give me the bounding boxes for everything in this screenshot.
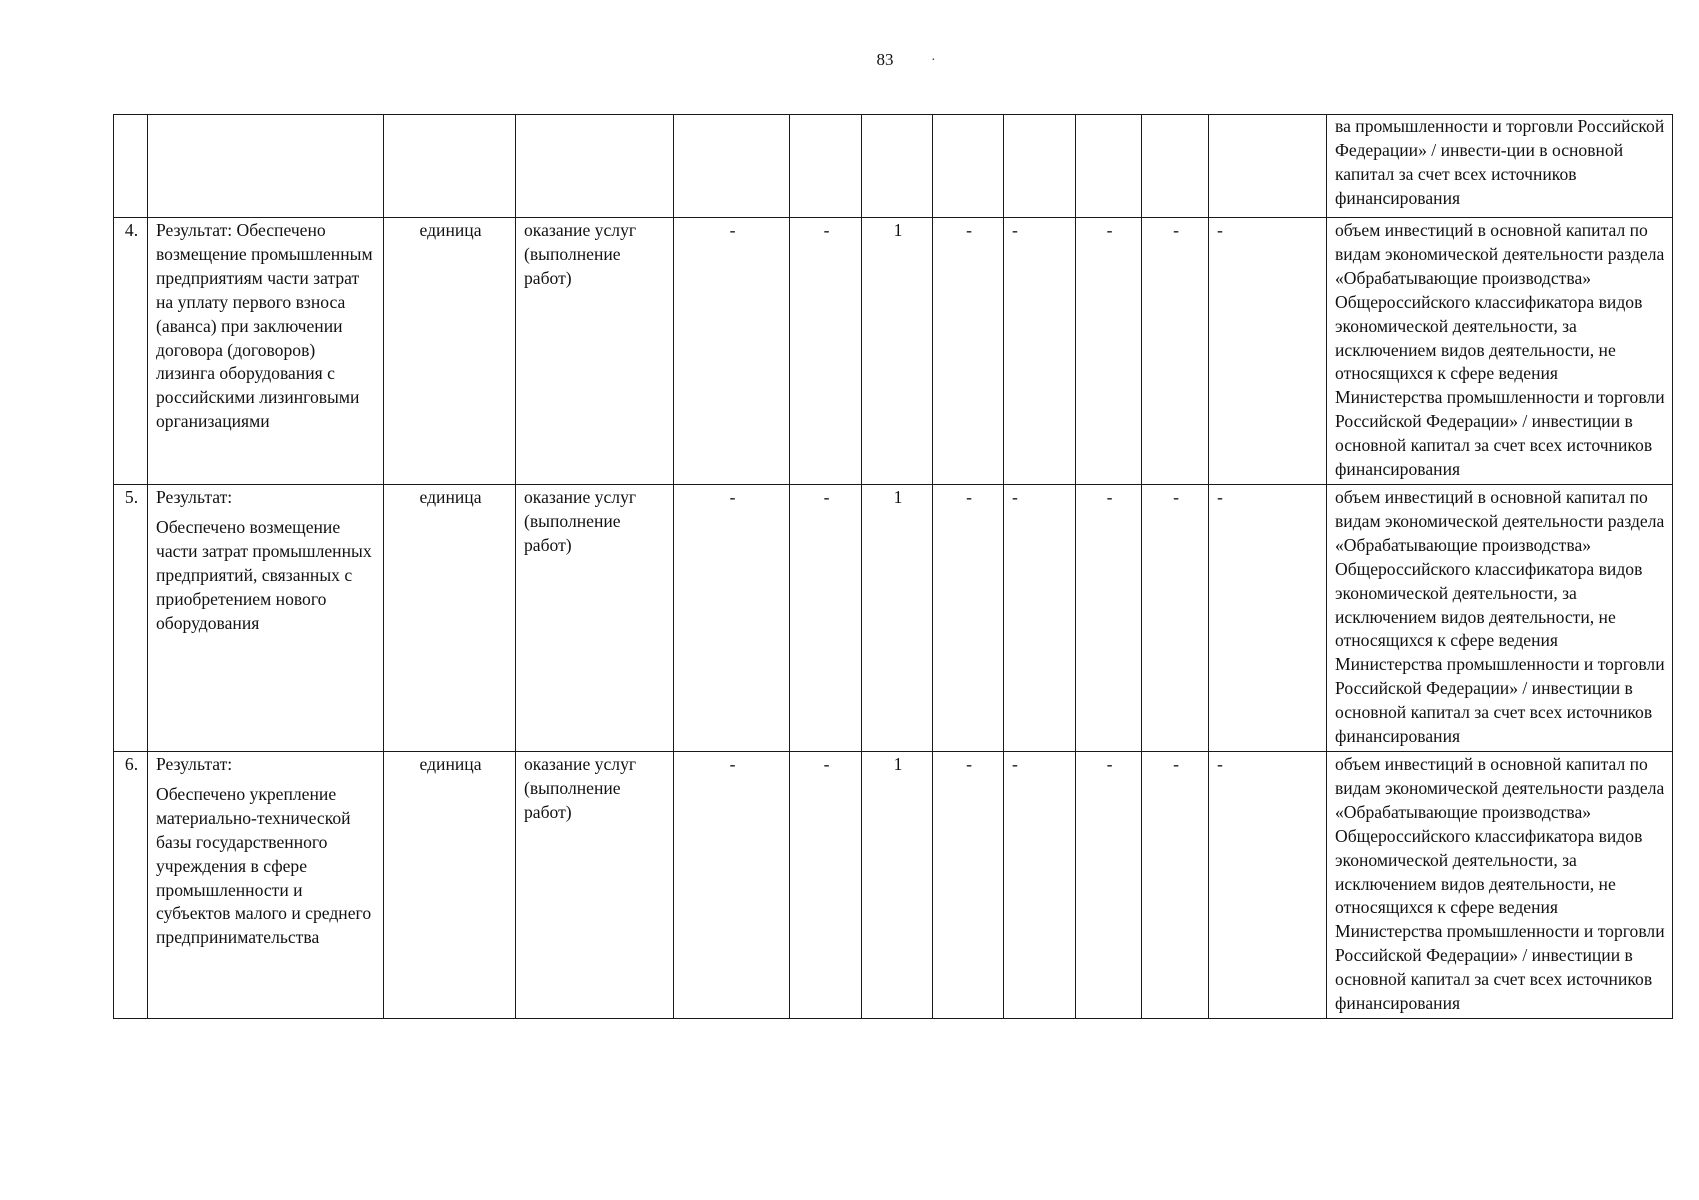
cell-value xyxy=(1076,115,1142,218)
table-row xyxy=(114,218,1673,485)
row-indicator: объем инвестиций в основной капитал по видам экономической деятельности раздела «Обрабатывающие производства» Общероссийского классификатора видов экономической деятельности, за исключением видов деятельности, не относящихся к сфере ведения Министерства промышленности и торговли Российской Федерации» / инвестиции в основной капитал за счет всех источников финансирования xyxy=(1327,485,1673,752)
results-table xyxy=(113,114,1673,1019)
row-indicator: объем инвестиций в основной капитал по видам экономической деятельности раздела «Обрабатывающие производства» Общероссийского классификатора видов экономической деятельности, за исключением видов деятельности, не относящихся к сфере ведения Министерства промышленности и торговли Российской Федерации» / инвестиции в основной капитал за счет всех источников финансирования xyxy=(1327,218,1673,485)
row-index: 4. xyxy=(114,218,148,485)
result-text: Результат: Обеспечено возмещение промышленным предприятиям части затрат на уплату первого взноса (аванса) при заключении договора (договоров) лизинга оборудования с российскими лизинговыми организациями xyxy=(156,220,373,432)
row-indicator: объем инвестиций в основной капитал по видам экономической деятельности раздела «Обрабатывающие производства» Общероссийского классификатора видов экономической деятельности, за исключением видов деятельности, не относящихся к сфере ведения Министерства промышленности и торговли Российской Федерации» / инвестиции в основной капитал за счет всех источников финансирования xyxy=(1327,752,1673,1019)
row-value-7: - xyxy=(1142,485,1209,752)
row-value-8: - xyxy=(1209,485,1327,752)
cell-value xyxy=(674,115,790,218)
result-text: Обеспечено укрепление материально-технической базы государственного учреждения в сфере промышленности и субъектов малого и среднего предпринимательства xyxy=(156,783,372,948)
row-result xyxy=(148,752,384,1019)
row-result xyxy=(148,218,384,485)
row-index: 6. xyxy=(114,752,148,1019)
row-value-6: - xyxy=(1076,752,1142,1019)
row-result xyxy=(148,485,384,752)
row-value-8: - xyxy=(1209,218,1327,485)
row-value-1: - xyxy=(674,218,790,485)
row-value-8: - xyxy=(1209,752,1327,1019)
cell-value xyxy=(1142,115,1209,218)
row-value-1: - xyxy=(674,485,790,752)
row-value-4: - xyxy=(933,752,1004,1019)
row-unit: единица xyxy=(384,752,516,1019)
result-label: Результат: xyxy=(156,754,233,774)
cell-value xyxy=(790,115,862,218)
cell-value xyxy=(1004,115,1076,218)
row-value-4: - xyxy=(933,218,1004,485)
row-value-1: - xyxy=(674,752,790,1019)
table-row xyxy=(114,485,1673,752)
cell-unit xyxy=(384,115,516,218)
cell-value xyxy=(1209,115,1327,218)
cell-indicator: ва промышленности и торговли Российской Федерации» / инвести-ции в основной капитал за счет всех источников финансирования xyxy=(1327,115,1673,218)
row-unit: единица xyxy=(384,485,516,752)
cell-value xyxy=(862,115,933,218)
row-value-3: 1 xyxy=(862,752,933,1019)
row-value-2: - xyxy=(790,752,862,1019)
cell-type xyxy=(516,115,674,218)
cell-value xyxy=(933,115,1004,218)
result-label: Результат: xyxy=(156,487,233,507)
row-value-7: - xyxy=(1142,218,1209,485)
row-unit: единица xyxy=(384,218,516,485)
row-value-4: - xyxy=(933,485,1004,752)
row-value-5: - xyxy=(1004,752,1076,1019)
row-value-3: 1 xyxy=(862,485,933,752)
page-number: 83 xyxy=(876,50,894,69)
row-value-5: - xyxy=(1004,218,1076,485)
row-type: оказание услуг (выполнение работ) xyxy=(516,485,674,752)
cell-index xyxy=(114,115,148,218)
table-row-continuation xyxy=(114,115,1673,218)
row-type: оказание услуг (выполнение работ) xyxy=(516,752,674,1019)
row-value-7: - xyxy=(1142,752,1209,1019)
row-value-5: - xyxy=(1004,485,1076,752)
result-text: Обеспечено возмещение части затрат промышленных предприятий, связанных с приобретением нового оборудования xyxy=(156,516,372,633)
row-index: 5. xyxy=(114,485,148,752)
row-value-3: 1 xyxy=(862,218,933,485)
row-value-2: - xyxy=(790,218,862,485)
page-mark: · xyxy=(931,53,936,68)
cell-result xyxy=(148,115,384,218)
row-value-2: - xyxy=(790,485,862,752)
table-row xyxy=(114,752,1673,1019)
row-type: оказание услуг (выполнение работ) xyxy=(516,218,674,485)
row-value-6: - xyxy=(1076,218,1142,485)
row-value-6: - xyxy=(1076,485,1142,752)
